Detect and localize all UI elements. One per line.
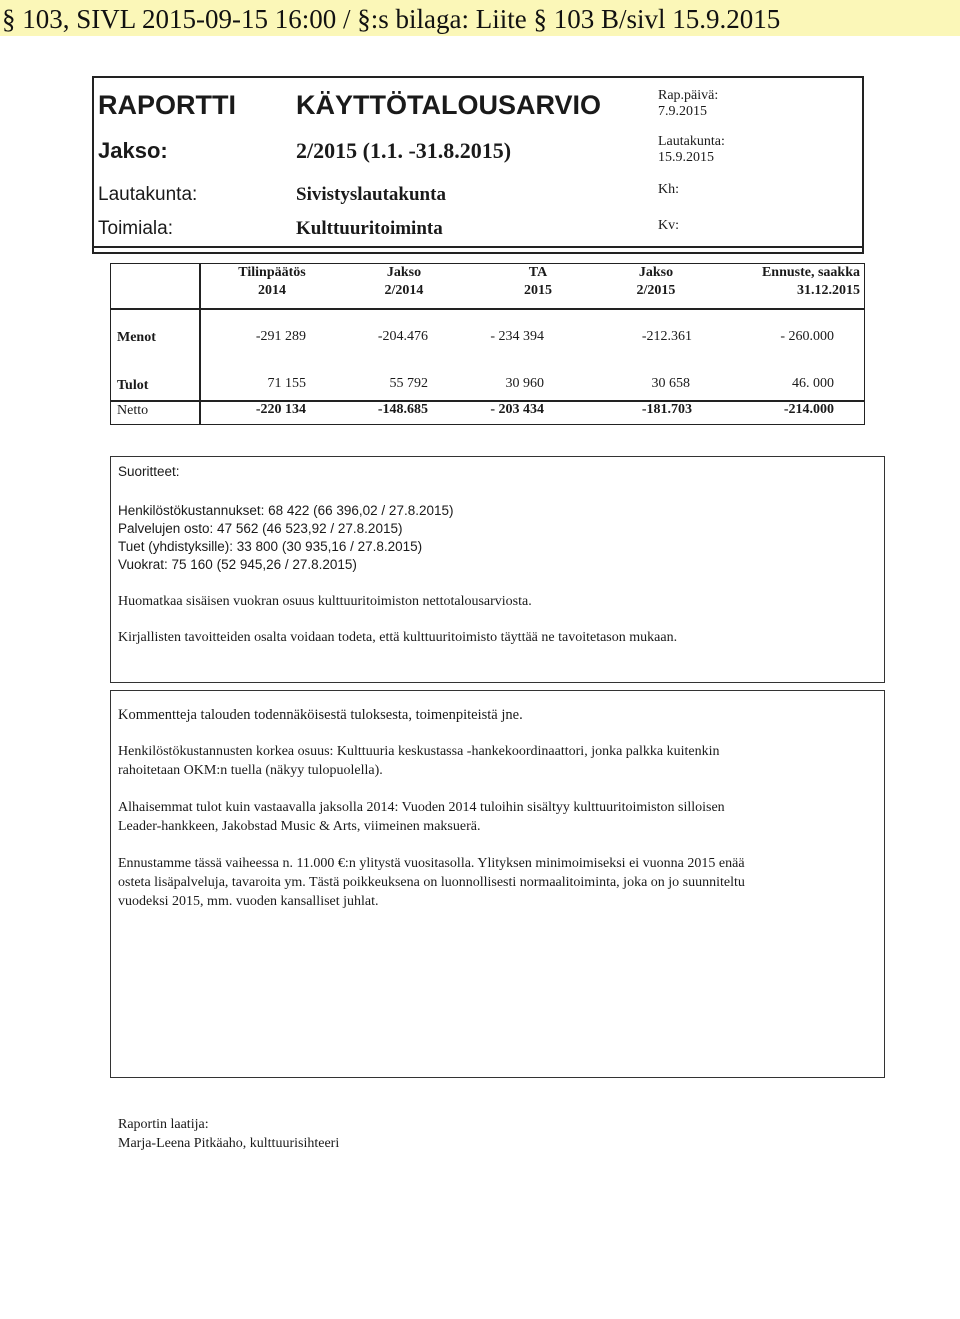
rap-paiva-label: Rap.päivä: bbox=[658, 88, 719, 103]
lautakunta-value: Sivistyslautakunta bbox=[296, 184, 446, 205]
table-cell: 30 960 bbox=[505, 376, 544, 391]
kh-label: Kh: bbox=[658, 182, 679, 197]
finance-table-header-line bbox=[110, 308, 865, 310]
lautakunta-date-value: 15.9.2015 bbox=[658, 150, 714, 165]
table-cell: -212.361 bbox=[641, 329, 692, 344]
table-cell: -148.685 bbox=[377, 402, 428, 417]
toimiala-label: Toimiala: bbox=[98, 218, 173, 239]
row-label-netto: Netto bbox=[117, 403, 149, 418]
suorite-line: Palvelujen osto: 47 562 (46 523,92 / 27.8.2015) bbox=[118, 521, 403, 536]
table-cell: 46. 000 bbox=[792, 376, 834, 391]
table-cell: -214.000 bbox=[783, 402, 834, 417]
rap-paiva-value: 7.9.2015 bbox=[658, 104, 707, 119]
row-label-tulot: Tulot bbox=[117, 378, 149, 393]
table-cell: - 234 394 bbox=[490, 329, 544, 344]
table-cell: -181.703 bbox=[641, 402, 692, 417]
col-header-jakso-2015: Jakso 2/2015 bbox=[636, 265, 676, 298]
report-header-underline bbox=[92, 244, 864, 254]
comment-line: Alhaisemmat tulot kuin vastaavalla jaksolla 2014: Vuoden 2014 tuloihin sisältyy kulttuuritoimiston silloisen bbox=[118, 800, 725, 815]
col-header-tilinpaatos: Tilinpäätös 2014 bbox=[238, 265, 306, 298]
row-label-menot: Menot bbox=[117, 330, 156, 345]
suoritteet-note-1: Huomatkaa sisäisen vuokran osuus kulttuuritoimiston nettotalousarviosta. bbox=[118, 594, 532, 609]
author-name: Marja-Leena Pitkäaho, kulttuurisihteeri bbox=[118, 1136, 340, 1151]
jakso-value: 2/2015 (1.1. -31.8.2015) bbox=[296, 138, 512, 163]
agenda-banner bbox=[0, 0, 960, 36]
table-cell: -220 134 bbox=[255, 402, 306, 417]
lautakunta-label: Lautakunta: bbox=[98, 184, 198, 205]
table-cell: -291 289 bbox=[255, 329, 306, 344]
table-cell: -204.476 bbox=[377, 329, 428, 344]
report-label: RAPORTTI bbox=[98, 90, 236, 120]
suoritteet-title: Suoritteet: bbox=[118, 464, 180, 479]
comment-line: vuodeksi 2015, mm. vuoden kansalliset juhlat. bbox=[118, 894, 379, 909]
col-header-ta-2015: TA 2015 bbox=[524, 265, 552, 298]
comment-line: rahoitetaan OKM:n tuella (näkyy tulopuolella). bbox=[118, 763, 383, 778]
suoritteet-note-2: Kirjallisten tavoitteiden osalta voidaan todeta, että kulttuuritoimisto täyttää ne tavoitetason mukaan. bbox=[118, 630, 678, 645]
banner-text: § 103, SIVL 2015-09-15 16:00 / §:s bilaga: Liite § 103 B/sivl 15.9.2015 bbox=[2, 4, 781, 34]
table-cell: 71 155 bbox=[267, 376, 306, 391]
table-cell: - 203 434 bbox=[490, 402, 544, 417]
comment-line: Henkilöstökustannusten korkea osuus: Kulttuuria keskustassa -hankekoordinaattori, jonka palkka kuitenkin bbox=[118, 744, 720, 759]
jakso-label: Jakso: bbox=[98, 138, 168, 163]
author-label: Raportin laatija: bbox=[118, 1117, 209, 1132]
lautakunta-date-label: Lautakunta: bbox=[658, 134, 725, 149]
suorite-line: Henkilöstökustannukset: 68 422 (66 396,02 / 27.8.2015) bbox=[118, 503, 454, 518]
report-type: KÄYTTÖTALOUSARVIO bbox=[296, 90, 602, 120]
col-header-jakso-2014: Jakso 2/2014 bbox=[384, 265, 424, 298]
toimiala-value: Kulttuuritoiminta bbox=[296, 218, 443, 239]
table-cell: 55 792 bbox=[389, 376, 428, 391]
table-cell: - 260.000 bbox=[780, 329, 834, 344]
col-header-ennuste: Ennuste, saakka 31.12.2015 bbox=[761, 265, 860, 298]
comment-line: Ennustamme tässä vaiheessa n. 11.000 €:n ylitystä vuositasolla. Ylityksen minimoimiseksi ei vuonna 2015 enää bbox=[118, 856, 745, 871]
kv-label: Kv: bbox=[658, 218, 679, 233]
comment-line: Leader-hankkeen, Jakobstad Music & Arts, viimeinen maksuerä. bbox=[118, 819, 481, 834]
suorite-line: Vuokrat: 75 160 (52 945,26 / 27.8.2015) bbox=[118, 557, 357, 572]
table-cell: 30 658 bbox=[651, 376, 690, 391]
comment-line: osteta lisäpalveluja, tavaroita ym. Tästä poikkeuksena on luonnollisesti normaalitoiminta, joka on jo suunniteltu bbox=[118, 875, 745, 890]
kommentteja-title: Kommentteja talouden todennäköisestä tuloksesta, toimenpiteistä jne. bbox=[118, 707, 523, 723]
suorite-line: Tuet (yhdistyksille): 33 800 (30 935,16 / 27.8.2015) bbox=[118, 539, 423, 554]
